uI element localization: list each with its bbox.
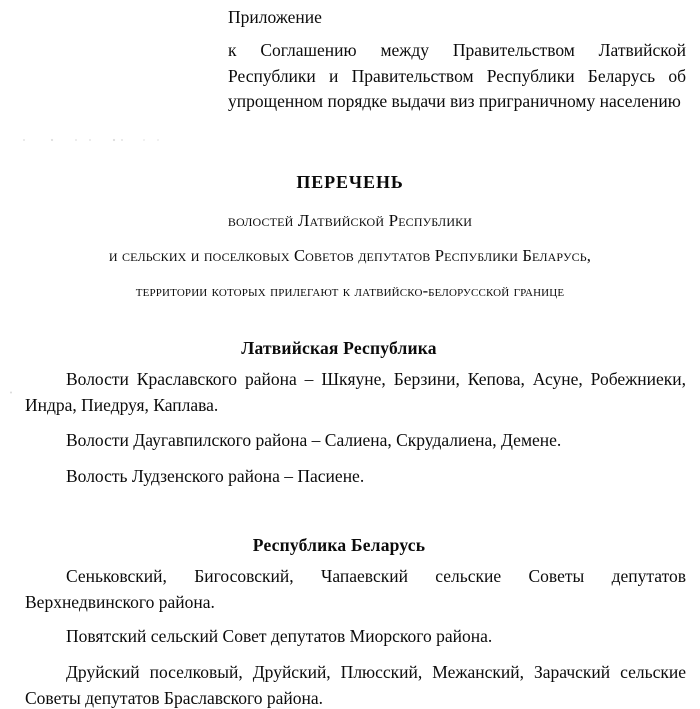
title-subline-1: волостей Латвийской Республики (227, 211, 473, 230)
page-title: ПЕРЕЧЕНЬ (296, 172, 404, 192)
scan-speckle-artifact (18, 138, 188, 142)
paragraph-belarus-verkhnedvinsk: Сеньковский, Бигосовский, Чапаевский сельские Советы депутатов Верхнедвинского района. (25, 566, 686, 612)
paragraph-latvia-kraslava: Волости Краславского района – Шкяуне, Берзини, Кепова, Асуне, Робежниеки, Индра, Пиедруя, Каплава. (25, 369, 686, 415)
document-title-group (16, 170, 684, 302)
document-header (228, 4, 686, 115)
scan-speckle-artifact-secondary (8, 391, 16, 394)
paragraph-belarus-braslav: Друйский поселковый, Друйский, Плюсский, Межанский, Зарачский сельские Советы депутатов Браславского района. (25, 662, 686, 708)
paragraph-latvia-ludza: Волость Лудзенского района – Пасиене. (66, 466, 365, 486)
section-heading-belarus: Республика Беларусь (252, 535, 426, 555)
agreement-reference: к Соглашению между Правительством Латвийской Республики и Правительством Республики Беларусь об упрощенном порядке выдачи виз приграничному населению (228, 40, 686, 111)
paragraph-latvia-daugavpils: Волости Даугавпилского района – Салиена, Скрудалиена, Демене. (66, 430, 562, 450)
title-subline-3: территории которых прилегают к латвийско-белорусской границе (135, 281, 565, 300)
annex-label: Приложение (228, 7, 322, 27)
title-subline-2: и сельских и поселковых Советов депутатов Республики Беларусь, (108, 246, 592, 265)
paragraph-belarus-miory: Повятский сельский Совет депутатов Миорского района. (66, 626, 493, 646)
section-heading-latvia: Латвийская Республика (241, 338, 437, 358)
